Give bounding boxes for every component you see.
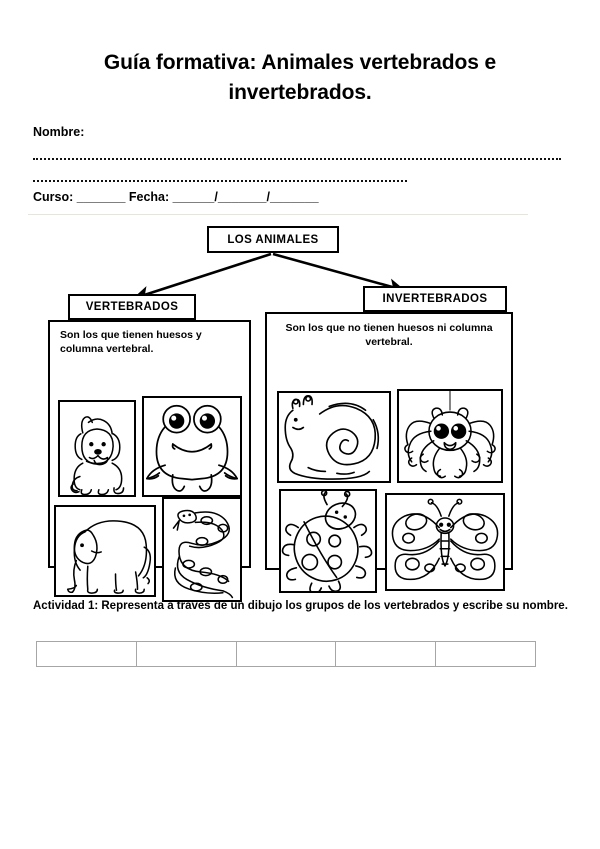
table-cell[interactable] bbox=[336, 642, 436, 667]
curso-fecha-line[interactable]: Curso: _______ Fecha: ______/_______/_______ bbox=[33, 190, 319, 204]
activity-answer-table[interactable] bbox=[36, 641, 536, 667]
snake-illustration bbox=[162, 497, 242, 602]
diagram-node-vertebrados-label: VERTEBRADOS bbox=[85, 301, 179, 313]
nombre-write-line-2[interactable] bbox=[33, 177, 407, 182]
table-cell[interactable] bbox=[136, 642, 236, 667]
dog-illustration bbox=[58, 400, 136, 497]
diagram-root-label: LOS ANIMALES bbox=[227, 233, 319, 246]
butterfly-illustration bbox=[385, 493, 505, 591]
diagram-root-node bbox=[207, 226, 339, 253]
invertebrados-description: Son los que no tienen huesos ni columna vertebral. bbox=[285, 322, 493, 348]
table-row[interactable] bbox=[37, 642, 536, 667]
vertebrados-panel bbox=[48, 320, 251, 568]
activity-table-body bbox=[37, 642, 536, 667]
spider-illustration bbox=[397, 389, 503, 483]
diagram-node-invertebrados bbox=[363, 286, 507, 312]
activity-instruction: Actividad 1: Representa a través de un dibujo los grupos de los vertebrados y escribe su nombre. bbox=[33, 600, 568, 612]
frog-illustration bbox=[142, 396, 242, 497]
snail-illustration bbox=[277, 391, 391, 483]
animal-classification-diagram bbox=[0, 218, 600, 586]
diagram-node-invertebrados-label: INVERTEBRADOS bbox=[382, 293, 488, 305]
table-cell[interactable] bbox=[236, 642, 336, 667]
table-cell[interactable] bbox=[436, 642, 536, 667]
nombre-write-line-1[interactable] bbox=[33, 155, 561, 160]
ladybug-illustration bbox=[279, 489, 377, 593]
diagram-node-vertebrados bbox=[68, 294, 196, 320]
table-cell[interactable] bbox=[37, 642, 137, 667]
page-title: Guía formativa: Animales vertebrados e invertebrados. bbox=[103, 51, 497, 105]
vertebrados-description: Son los que tienen huesos y columna vertebral. bbox=[60, 329, 202, 355]
elephant-illustration bbox=[54, 505, 156, 597]
nombre-label: Nombre: bbox=[33, 125, 85, 139]
header-separator bbox=[28, 214, 528, 215]
invertebrados-panel bbox=[265, 312, 513, 570]
